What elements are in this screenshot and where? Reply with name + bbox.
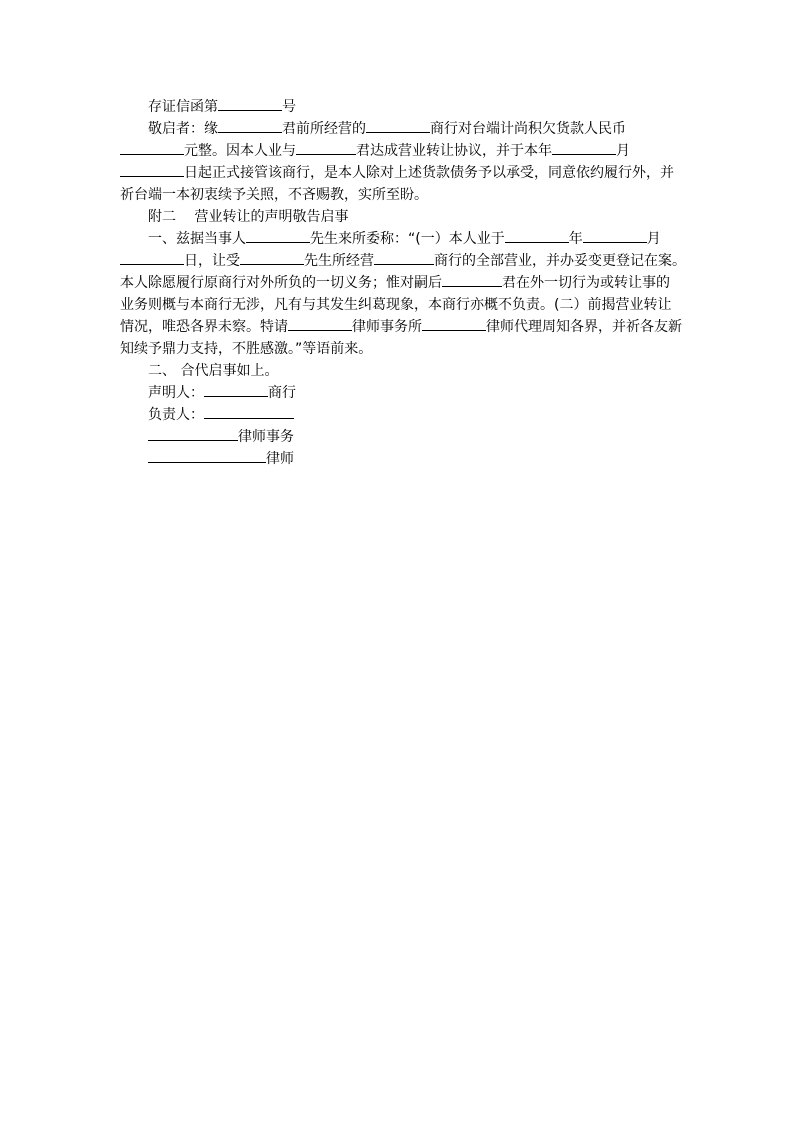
blank: [120, 250, 184, 265]
text: 律师事务: [238, 429, 294, 445]
paragraph-line: [120, 250, 686, 272]
paragraph-line: [120, 272, 676, 294]
signature-line: [120, 404, 676, 426]
text: 律师代理周知各界，并祈各友新: [486, 319, 682, 335]
text: 二、 合代启事如上。: [148, 363, 279, 379]
blank: [148, 448, 266, 463]
blank: [240, 250, 304, 265]
signature-line: [120, 426, 676, 448]
paragraph-line: [120, 118, 676, 140]
blank: [148, 426, 238, 441]
text: 本人除愿履行原商行对外所负的一切义务；惟对嗣后: [120, 275, 442, 291]
paragraph-line: [120, 316, 682, 338]
text: 存证信函第: [148, 99, 218, 115]
blank: [422, 316, 486, 331]
text: 商行: [268, 385, 296, 401]
blank: [442, 272, 502, 287]
text: 情况，唯恐各界未察。特请: [120, 319, 288, 335]
text: 君在外一切行为或转让事的: [502, 275, 670, 291]
blank: [366, 118, 430, 133]
text: 月: [646, 231, 661, 247]
text: 先生来所委称：“(一）本人业于: [310, 231, 505, 247]
paragraph-line: [120, 360, 676, 382]
text: 敬启者：缘: [148, 121, 218, 137]
text: 附二 营业转让的声明敬告启事: [148, 209, 349, 225]
text: 先生所经营: [304, 253, 374, 269]
blank: [218, 96, 282, 111]
text: 律师事务所: [352, 319, 422, 335]
text: 祈台端一本初衷续予关照，不吝赐教，实所至盼。: [120, 187, 428, 203]
certificate-number-line: [120, 96, 676, 118]
text: 负责人：: [148, 407, 204, 423]
blank: [505, 228, 569, 243]
blank: [296, 140, 356, 155]
text: 律师: [266, 451, 294, 467]
paragraph-line: [120, 140, 676, 162]
blank: [204, 404, 294, 419]
paragraph-line: [120, 338, 676, 360]
blank: [374, 250, 434, 265]
paragraph-line: [120, 162, 676, 184]
text: 号: [282, 99, 296, 115]
text: 月: [616, 143, 630, 159]
text: 知续予鼎力支持，不胜感激。”等语前来。: [120, 341, 373, 357]
text: 日，让受: [184, 253, 240, 269]
paragraph-line: [120, 184, 676, 206]
blank: [288, 316, 352, 331]
blank: [120, 162, 184, 177]
text: 一、兹据当事人: [148, 231, 246, 247]
text: 君前所经营的: [282, 121, 366, 137]
paragraph-line: [120, 228, 676, 250]
blank: [120, 140, 184, 155]
blank: [218, 118, 282, 133]
document-body: [120, 96, 686, 470]
text: 业务则概与本商行无涉，凡有与其发生纠葛现象，本商行亦概不负责。(二）前揭营业转让: [120, 297, 672, 313]
text: 元整。因本人业与: [184, 143, 296, 159]
paragraph-line: [120, 294, 676, 316]
text: 年: [568, 231, 583, 247]
signature-line: [120, 382, 676, 404]
blank: [552, 140, 616, 155]
text: 商行对台端计尚积欠货款人民币: [430, 121, 626, 137]
signature-line: [120, 448, 676, 470]
text: 日起正式接管该商行，是本人除对上述货款债务予以承受，同意依约履行外，并: [184, 165, 674, 181]
text: 商行的全部营业，并办妥变更登记在案。: [434, 253, 686, 269]
blank: [583, 228, 647, 243]
blank: [246, 228, 310, 243]
blank: [204, 382, 268, 397]
text: 声明人：: [148, 385, 204, 401]
text: 君达成营业转让协议，并于本年: [356, 143, 552, 159]
section-heading: [120, 206, 676, 228]
